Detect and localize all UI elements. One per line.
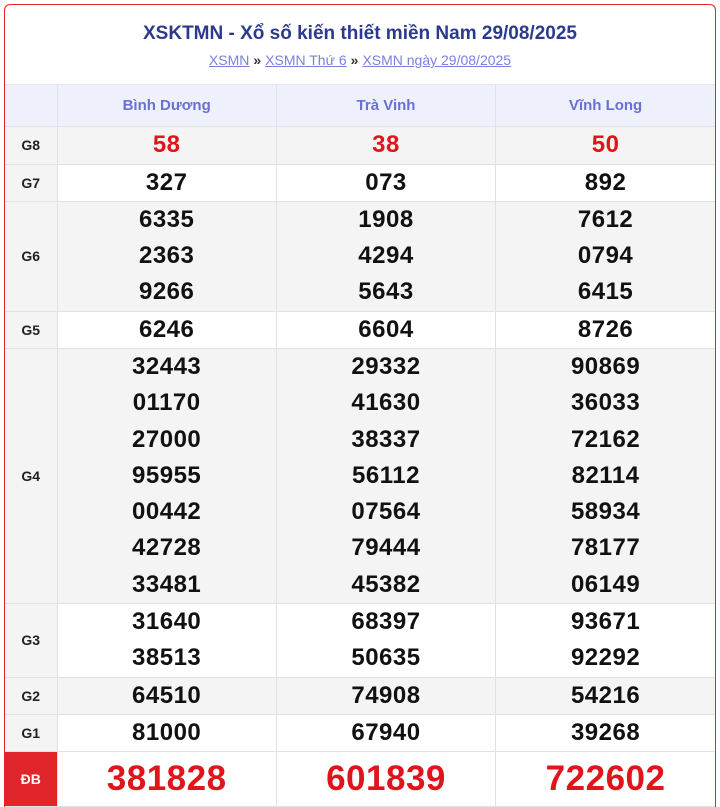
prize-number: 32443 [132, 352, 202, 380]
prize-row-g7 [5, 164, 715, 201]
prize-cell [276, 714, 495, 751]
prize-number: 41630 [351, 389, 421, 417]
prize-number: 58 [152, 130, 181, 158]
prize-label: G7 [5, 164, 57, 201]
prize-number: 50 [591, 130, 620, 158]
prize-cell [276, 201, 495, 311]
prize-number: 4294 [358, 242, 414, 270]
prize-cell [496, 677, 715, 714]
province-header-row [5, 85, 715, 126]
prize-cell [57, 348, 276, 603]
prize-cell [276, 752, 495, 807]
prize-number: 5643 [358, 278, 414, 306]
prize-number: 56112 [352, 461, 420, 489]
prize-number: 1908 [358, 205, 414, 233]
prize-cell [496, 311, 715, 348]
prize-cell [276, 604, 495, 678]
prize-number: 07564 [351, 498, 421, 526]
prize-cell [496, 714, 715, 751]
province-header-vinh-long[interactable]: Vĩnh Long [496, 85, 715, 126]
prize-cell [496, 201, 715, 311]
prize-label: G1 [5, 714, 57, 751]
prize-number: 92292 [570, 644, 641, 672]
breadcrumb-link-xsmn-date[interactable]: XSMN ngày 29/08/2025 [362, 52, 512, 68]
prize-number: 81000 [132, 718, 202, 746]
special-prize-number: 601839 [326, 759, 446, 799]
breadcrumb-link-xsmn[interactable]: XSMN [208, 52, 250, 68]
prize-number: 68397 [351, 608, 421, 636]
prize-number: 27000 [132, 425, 202, 453]
prize-cell [57, 752, 276, 807]
prize-number: 38 [372, 130, 400, 158]
prize-number: 33481 [132, 570, 202, 598]
prize-cell [496, 126, 715, 164]
prize-row-g2 [5, 677, 715, 714]
prize-number: 01170 [132, 389, 201, 417]
prize-cell [496, 348, 715, 603]
prize-number: 58934 [570, 498, 641, 526]
prize-row-g4 [5, 348, 715, 603]
prize-cell [276, 164, 495, 201]
prize-label: ĐB [5, 752, 57, 807]
prize-number: 74908 [351, 681, 421, 709]
prize-number: 54216 [570, 681, 641, 709]
prize-number: 82114 [571, 461, 640, 489]
prize-cell [57, 714, 276, 751]
prize-label: G3 [5, 604, 57, 678]
prize-number: 327 [145, 168, 188, 196]
prize-cell [57, 311, 276, 348]
prize-cell [57, 164, 276, 201]
special-prize-number: 722602 [545, 759, 666, 799]
prize-row-g5 [5, 311, 715, 348]
breadcrumb [5, 51, 715, 69]
prize-row-g8 [5, 126, 715, 164]
prize-rows [5, 126, 715, 807]
results-panel [4, 4, 716, 807]
prize-cell [57, 604, 276, 678]
prize-cell [276, 677, 495, 714]
page-title: XSKTMN - Xổ số kiến thiết miền Nam 29/08/2025 [143, 23, 577, 44]
prize-number: 6335 [138, 205, 195, 233]
prize-number: 9266 [138, 278, 195, 306]
prize-label: G5 [5, 311, 57, 348]
prize-cell [276, 311, 495, 348]
prize-row-g6 [5, 201, 715, 311]
prize-number: 06149 [570, 570, 641, 598]
prize-cell [496, 164, 715, 201]
prize-cell [57, 201, 276, 311]
prize-number: 2363 [138, 242, 195, 270]
prize-number: 6415 [577, 278, 634, 306]
prize-cell [57, 677, 276, 714]
prize-number: 50635 [351, 644, 421, 672]
results-table [5, 85, 715, 807]
prize-row-g1 [5, 714, 715, 751]
prize-number: 8726 [577, 315, 634, 343]
prize-number: 78177 [570, 534, 641, 562]
prize-number: 45382 [351, 570, 421, 598]
prize-number: 79444 [351, 534, 421, 562]
prize-cell [276, 348, 495, 603]
prize-number: 36033 [570, 389, 641, 417]
prize-number: 31640 [132, 608, 202, 636]
prize-label: G6 [5, 201, 57, 311]
prize-cell [496, 604, 715, 678]
prize-number: 38513 [132, 644, 202, 672]
breadcrumb-separator: » [350, 52, 359, 68]
prize-cell [57, 126, 276, 164]
corner-cell [5, 85, 57, 126]
prize-label: G2 [5, 677, 57, 714]
prize-number: 42728 [132, 534, 202, 562]
special-prize-number: 381828 [106, 759, 227, 799]
results-header [5, 5, 715, 85]
province-header-binh-duong[interactable]: Bình Dương [57, 85, 276, 126]
prize-cell [276, 126, 495, 164]
prize-number: 90869 [570, 352, 641, 380]
prize-label: G8 [5, 126, 57, 164]
prize-number: 073 [365, 168, 407, 196]
prize-number: 67940 [351, 718, 421, 746]
prize-row-special [5, 752, 715, 807]
prize-number: 39268 [570, 718, 641, 746]
prize-number: 6246 [138, 315, 195, 343]
prize-row-g3 [5, 604, 715, 678]
prize-number: 892 [584, 168, 627, 196]
breadcrumb-separator: » [253, 52, 262, 68]
breadcrumb-link-xsmn-thu-6[interactable]: XSMN Thứ 6 [265, 52, 347, 68]
prize-number: 0794 [577, 242, 634, 270]
prize-number: 29332 [351, 352, 421, 380]
prize-number: 72162 [570, 425, 641, 453]
prize-number: 7612 [577, 205, 634, 233]
prize-cell [496, 752, 715, 807]
prize-number: 38337 [351, 425, 421, 453]
province-header-tra-vinh[interactable]: Trà Vinh [276, 85, 495, 126]
prize-number: 64510 [132, 681, 202, 709]
prize-number: 95955 [132, 461, 202, 489]
prize-number: 93671 [570, 608, 641, 636]
prize-label: G4 [5, 348, 57, 603]
prize-number: 00442 [132, 498, 202, 526]
prize-number: 6604 [358, 315, 414, 343]
